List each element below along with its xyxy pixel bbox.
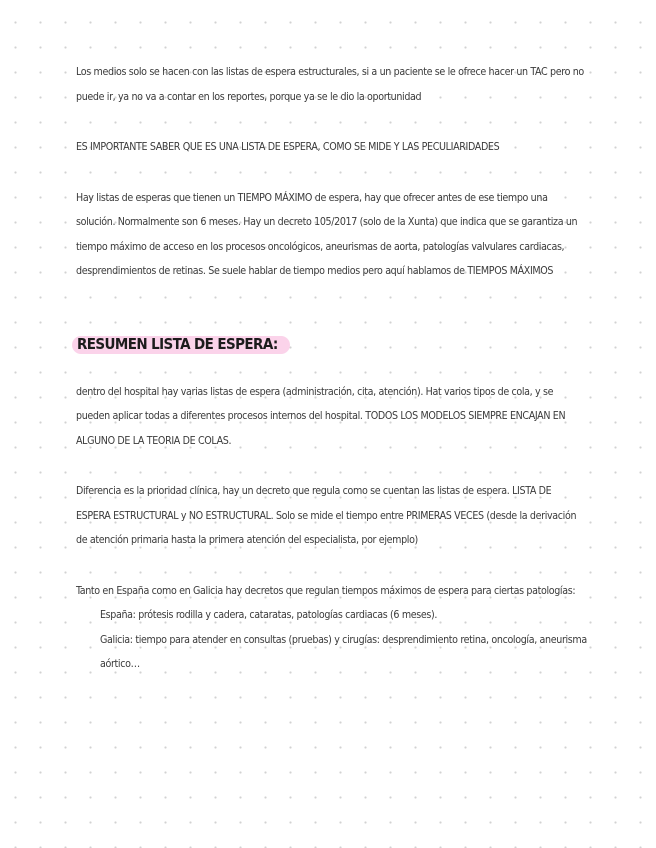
intro-paragraph: Los medios solo se hacen con las listas de espera estructurales, si a un paciente se le ofrece hacer un TAC pero no puede ir, ya no va a contar en los reportes, porque ya se le dio la oportunidad <box>76 66 584 103</box>
importance-note: ES IMPORTANTE SABER QUE ES UNA LISTA DE ESPERA, COMO SE MIDE Y LAS PECULIARIDADES <box>76 141 500 153</box>
decrees-paragraph: Tanto en España como en Galicia hay decretos que regulan tiempos máximos de espera para ciertas patologías: <box>76 584 576 597</box>
section-heading-row <box>76 332 588 356</box>
max-time-paragraph: Hay listas de esperas que tienen un TIEMPO MÁXIMO de espera, hay que ofrecer antes de ese tiempo una solución. Normalmente son 6 meses. Hay un decreto 105/2017 (solo de la Xunta) que indica que se garantiza un tiempo máximo de acceso en los procesos oncológicos, aneurismas de aorta, patologías valvulares cardiacas, desprendimientos de retinas. Se suele hablar de tiempo medios pero aquí hablamos de TIEMPOS MÁXIMOS <box>76 191 578 277</box>
hospital-queues-paragraph: dentro del hospital hay varias listas de espera (administración, cita, atención). Hat varios tipos de cola, y se pueden aplicar todas a diferentes procesos internos del hospital. TODOS LOS MODELOS SIEMPRE ENCAJAN EN ALGUNO DE LA TEORIA DE COLAS. <box>76 385 566 447</box>
section-heading: RESUMEN LISTA DE ESPERA: <box>76 335 290 353</box>
list-item: España: prótesis rodilla y cadera, cataratas, patologías cardiacas (6 meses). <box>100 609 438 621</box>
notes-page <box>76 60 588 677</box>
decrees-list <box>76 603 588 677</box>
priority-paragraph: Diferencia es la prioridad clínica, hay un decreto que regula como se cuentan las listas de espera. LISTA DE ESPERA ESTRUCTURAL y NO ESTRUCTURAL. Solo se mide el tiempo entre PRIMERAS VECES (desde la derivación de atención primaria hasta la primera atención del especialista, por ejemplo) <box>76 485 577 546</box>
list-item: Galicia: tiempo para atender en consultas (pruebas) y cirugías: desprendimiento retina, oncología, aneurisma aórtico… <box>100 633 587 670</box>
